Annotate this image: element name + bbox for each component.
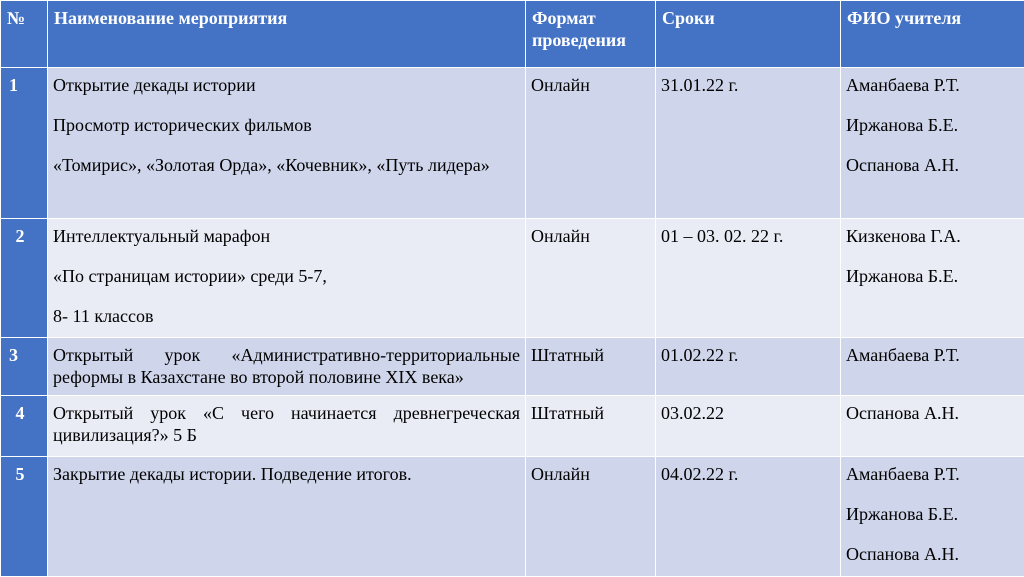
format-cell: Онлайн — [526, 68, 656, 219]
event-line: «По страницам истории» среди 5-7, — [53, 265, 520, 287]
event-line: Открытие декады истории — [53, 74, 520, 96]
row-number: 1 — [1, 68, 48, 219]
teacher-cell — [841, 219, 1024, 338]
dates-cell: 01 – 03. 02. 22 г. — [656, 219, 841, 338]
dates-cell: 03.02.22 — [656, 396, 841, 457]
format-cell: Штатный — [526, 396, 656, 457]
table-row — [1, 219, 1024, 338]
teacher-name: Оспанова А.Н. — [846, 543, 1019, 565]
event-cell: Открытый урок «С чего начинается древнегреческая цивилизация?» 5 Б — [48, 396, 526, 457]
table-row — [1, 68, 1024, 219]
event-line: «Томирис», «Золотая Орда», «Кочевник», «Путь лидера» — [53, 154, 520, 176]
teacher-name: Иржанова Б.Е. — [846, 265, 1019, 287]
table-row — [1, 396, 1024, 457]
teacher-cell: Аманбаева Р.Т. — [841, 338, 1024, 396]
event-cell: Закрытие декады истории. Подведение итогов. — [48, 457, 526, 577]
table-row — [1, 457, 1024, 577]
teacher-name: Аманбаева Р.Т. — [846, 463, 1019, 485]
dates-cell: 04.02.22 г. — [656, 457, 841, 577]
event-cell — [48, 219, 526, 338]
format-cell: Онлайн — [526, 219, 656, 338]
dates-cell: 31.01.22 г. — [656, 68, 841, 219]
header-format: Формат проведения — [526, 1, 656, 68]
teacher-name: Аманбаева Р.Т. — [846, 74, 1019, 96]
row-number: 4 — [1, 396, 48, 457]
event-cell: Открытый урок «Административно-территориальные реформы в Казахстане во второй половине XIX века» — [48, 338, 526, 396]
teacher-cell — [841, 68, 1024, 219]
row-number: 3 — [1, 338, 48, 396]
table-header-row — [1, 1, 1024, 68]
table-row — [1, 338, 1024, 396]
event-line: 8- 11 классов — [53, 305, 520, 327]
header-number: № — [1, 1, 48, 68]
teacher-name: Оспанова А.Н. — [846, 154, 1019, 176]
row-number: 2 — [1, 219, 48, 338]
header-dates: Сроки — [656, 1, 841, 68]
teacher-name: Иржанова Б.Е. — [846, 114, 1019, 136]
teacher-cell: Оспанова А.Н. — [841, 396, 1024, 457]
event-cell — [48, 68, 526, 219]
header-event-name: Наименование мероприятия — [48, 1, 526, 68]
row-number: 5 — [1, 457, 48, 577]
format-cell: Штатный — [526, 338, 656, 396]
teacher-name: Кизкенова Г.А. — [846, 225, 1019, 247]
teacher-cell — [841, 457, 1024, 577]
event-line: Интеллектуальный марафон — [53, 225, 520, 247]
dates-cell: 01.02.22 г. — [656, 338, 841, 396]
event-line: Просмотр исторических фильмов — [53, 114, 520, 136]
format-cell: Онлайн — [526, 457, 656, 577]
teacher-name: Иржанова Б.Е. — [846, 503, 1019, 525]
header-teacher: ФИО учителя — [841, 1, 1024, 68]
